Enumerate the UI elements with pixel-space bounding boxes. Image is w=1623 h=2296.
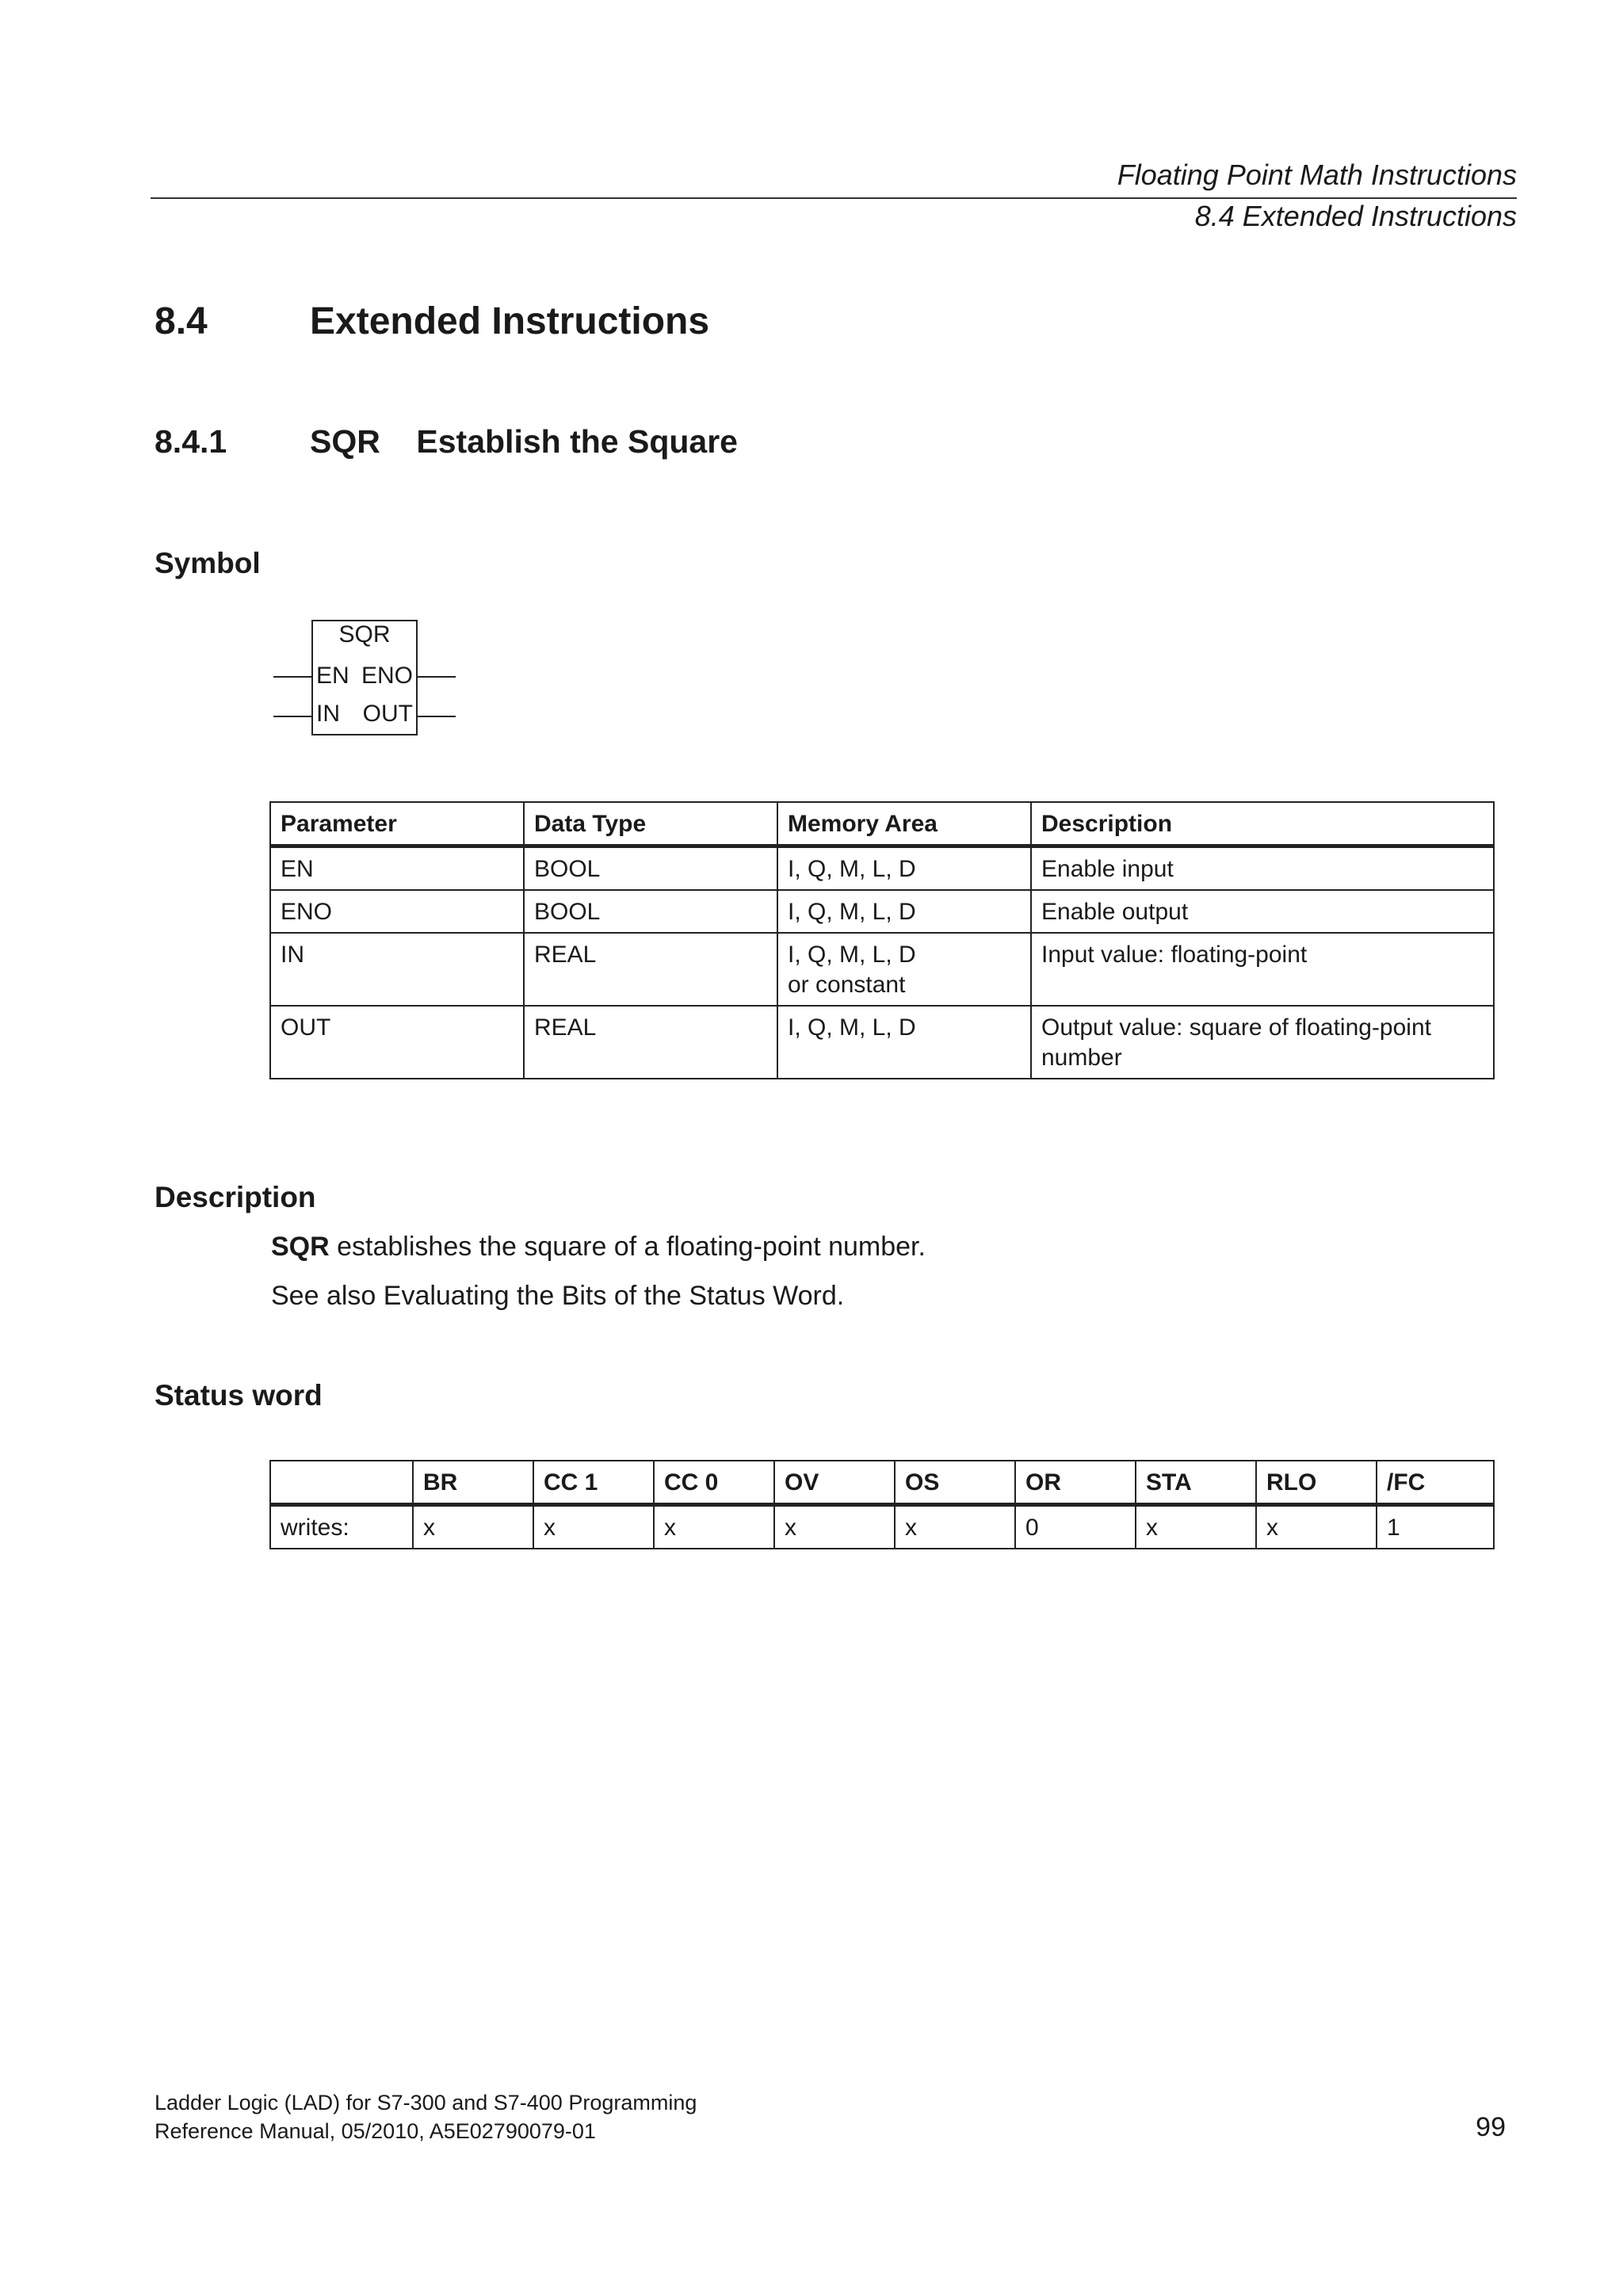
table-cell: Enable output <box>1031 890 1494 933</box>
column-header: Parameter <box>270 802 524 846</box>
description-line-2: See also Evaluating the Bits of the Status Word. <box>271 1281 845 1311</box>
description-heading: Description <box>155 1181 316 1213</box>
status-word-heading: Status word <box>155 1379 323 1412</box>
footer-manual-reference: Reference Manual, 05/2010, A5E02790079-01 <box>155 2119 596 2143</box>
in-pin-label: IN <box>316 701 340 727</box>
column-header: STA <box>1136 1461 1256 1505</box>
table-cell: x <box>1256 1505 1377 1549</box>
table-cell: IN <box>270 933 524 1006</box>
column-header: CC 0 <box>654 1461 774 1505</box>
table-row <box>270 933 1494 1006</box>
column-header: OV <box>774 1461 895 1505</box>
column-header: /FC <box>1377 1461 1494 1505</box>
table-cell: ENO <box>270 890 524 933</box>
column-header: Description <box>1031 802 1494 846</box>
column-header: Data Type <box>524 802 777 846</box>
en-pin-label: EN <box>316 663 349 689</box>
out-pin-label: OUT <box>362 701 413 727</box>
column-header: CC 1 <box>533 1461 654 1505</box>
page-number: 99 <box>1476 2112 1506 2142</box>
table-row <box>270 1505 1494 1549</box>
subsection-number: 8.4.1 <box>155 423 227 460</box>
column-header: RLO <box>1256 1461 1377 1505</box>
en-wire <box>273 676 311 678</box>
table-cell: x <box>774 1505 895 1549</box>
section-title: Extended Instructions <box>310 300 710 342</box>
table-cell: REAL <box>524 933 777 1006</box>
running-header-section: 8.4 Extended Instructions <box>1194 200 1517 232</box>
table-cell: OUT <box>270 1006 524 1079</box>
table-row <box>270 846 1494 891</box>
table-cell: I, Q, M, L, D <box>777 890 1031 933</box>
table-cell: x <box>654 1505 774 1549</box>
table-cell: x <box>895 1505 1015 1549</box>
table-cell: I, Q, M, L, D <box>777 1006 1031 1079</box>
column-header <box>270 1461 413 1505</box>
parameter-table <box>269 801 1495 1079</box>
eno-wire <box>418 676 456 678</box>
running-header-chapter: Floating Point Math Instructions <box>1117 159 1517 191</box>
description-text: establishes the square of a floating-point number. <box>329 1232 926 1262</box>
subsection-title: SQR Establish the Square <box>310 423 738 460</box>
description-line-1 <box>271 1232 926 1263</box>
table-cell: REAL <box>524 1006 777 1079</box>
parameter-table-header <box>270 802 1494 846</box>
column-header: BR <box>413 1461 533 1505</box>
table-cell: Input value: floating-point <box>1031 933 1494 1006</box>
column-header: OR <box>1015 1461 1136 1505</box>
table-cell: I, Q, M, L, D or constant <box>777 933 1031 1006</box>
table-cell: x <box>1136 1505 1256 1549</box>
table-cell: 0 <box>1015 1505 1136 1549</box>
status-word-table <box>269 1460 1495 1549</box>
table-cell: writes: <box>270 1505 413 1549</box>
table-cell: Output value: square of floating-point number <box>1031 1006 1494 1079</box>
out-wire <box>418 716 456 717</box>
table-row <box>270 890 1494 933</box>
sqr-box-title: SQR <box>338 621 391 648</box>
table-cell: x <box>413 1505 533 1549</box>
table-cell: x <box>533 1505 654 1549</box>
symbol-heading: Symbol <box>155 547 261 579</box>
table-cell: EN <box>270 846 524 891</box>
table-cell: I, Q, M, L, D <box>777 846 1031 891</box>
table-cell: BOOL <box>524 890 777 933</box>
in-wire <box>273 716 311 717</box>
table-cell: Enable input <box>1031 846 1494 891</box>
sqr-term: SQR <box>271 1232 330 1262</box>
status-word-header <box>270 1461 1494 1505</box>
eno-pin-label: ENO <box>361 663 413 689</box>
table-row <box>270 1006 1494 1079</box>
header-rule <box>151 197 1517 199</box>
table-cell: BOOL <box>524 846 777 891</box>
column-header: OS <box>895 1461 1015 1505</box>
footer-manual-title: Ladder Logic (LAD) for S7-300 and S7-400 Programming <box>155 2091 697 2115</box>
table-cell: 1 <box>1377 1505 1494 1549</box>
section-number: 8.4 <box>155 300 208 342</box>
column-header: Memory Area <box>777 802 1031 846</box>
